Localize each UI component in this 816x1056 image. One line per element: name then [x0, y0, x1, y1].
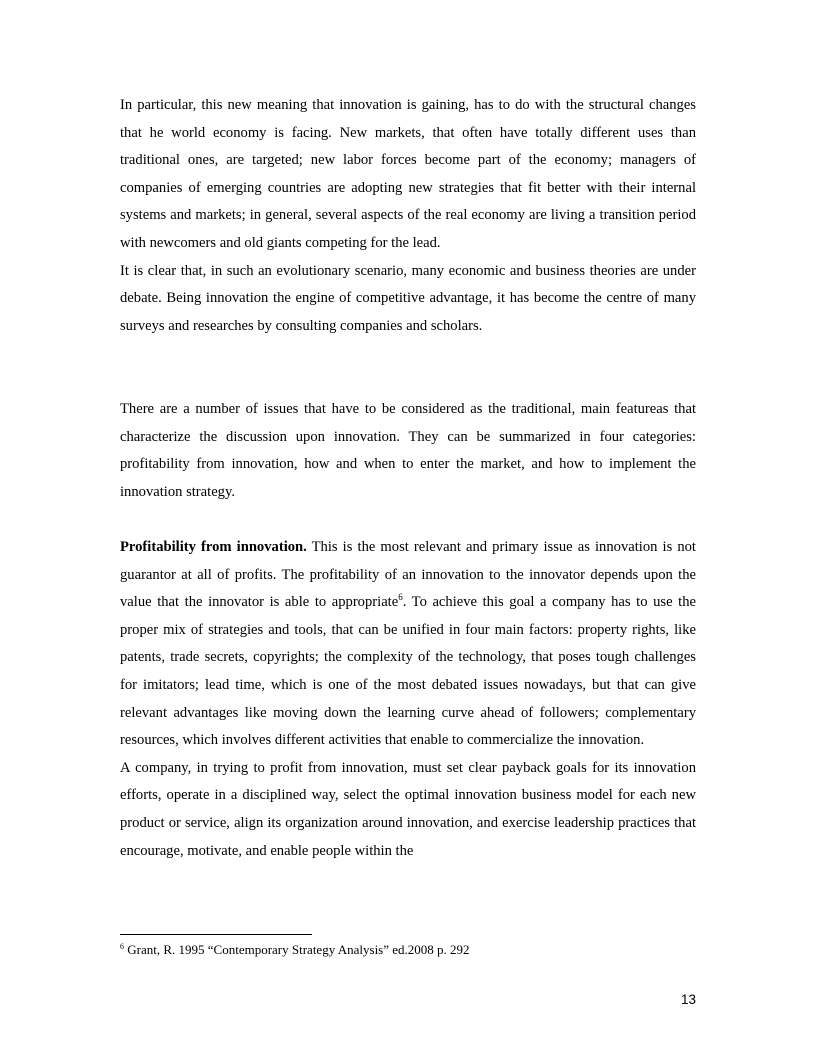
body-block-3: [120, 534, 696, 865]
footnote-divider: [120, 934, 312, 935]
footnote-number: 6: [120, 942, 124, 951]
paragraph-payback-goals: A company, in trying to profit from innovation, must set clear payback goals for its innovation efforts, operate in a disciplined way, select the optimal innovation business model for each new product or service, align its organization around innovation, and exercise leadership practices that encourage, motivate, and enable people within the: [120, 759, 696, 859]
profitability-text-2: . To achieve this goal a company has to use the proper mix of strategies and tools, that can be unified in four main factors: property rights, like patents, trade secrets, copyrights; the complexity of the technology, that poses tough challenges for imitators; lead time, which is one of the most debated issues nowadays, but that can give relevant advantages like moving down the learning curve ahead of followers; complementary resources, which involves different activities that enable to commercialize the innovation.: [120, 594, 696, 749]
footnote: [120, 941, 696, 959]
paragraph-evolutionary-scenario: It is clear that, in such an evolutionary scenario, many economic and business theories are under debate. Being innovation the engine of competitive advantage, it has become the centre of many surveys and researches by consulting companies and scholars.: [120, 262, 696, 334]
body-block-2: [120, 396, 696, 506]
profitability-text-1: This is the most relevant and primary issue as innovation is not guarantor at all of profits. The profitability of an innovation to the innovator depends upon the value that the innovator is able to appropriate: [120, 539, 696, 611]
page-number: 13: [680, 992, 696, 1007]
profitability-heading: Profitability from innovation.: [120, 539, 307, 555]
footnote-text: Grant, R. 1995 “Contemporary Strategy Analysis” ed.2008 p. 292: [124, 942, 470, 957]
paragraph-structural-changes: In particular, this new meaning that innovation is gaining, has to do with the structural changes that he world economy is facing. New markets, that often have totally different uses than traditional ones, are targeted; new labor forces become part of the economy; managers of companies of emerging countries are adopting new strategies that fit better with their internal systems and markets; in general, several aspects of the real economy are living a transition period with newcomers and old giants competing for the lead.: [120, 97, 696, 251]
footnote-reference[interactable]: 6: [398, 592, 403, 603]
paragraph-profitability: [120, 534, 696, 755]
paragraph-issues: There are a number of issues that have to be considered as the traditional, main featureas that characterize the discussion upon innovation. They can be summarized in four categories: profitability from innovation, how and when to enter the market, and how to implement the innovation strategy.: [120, 401, 696, 500]
body-block-1: [120, 92, 696, 340]
